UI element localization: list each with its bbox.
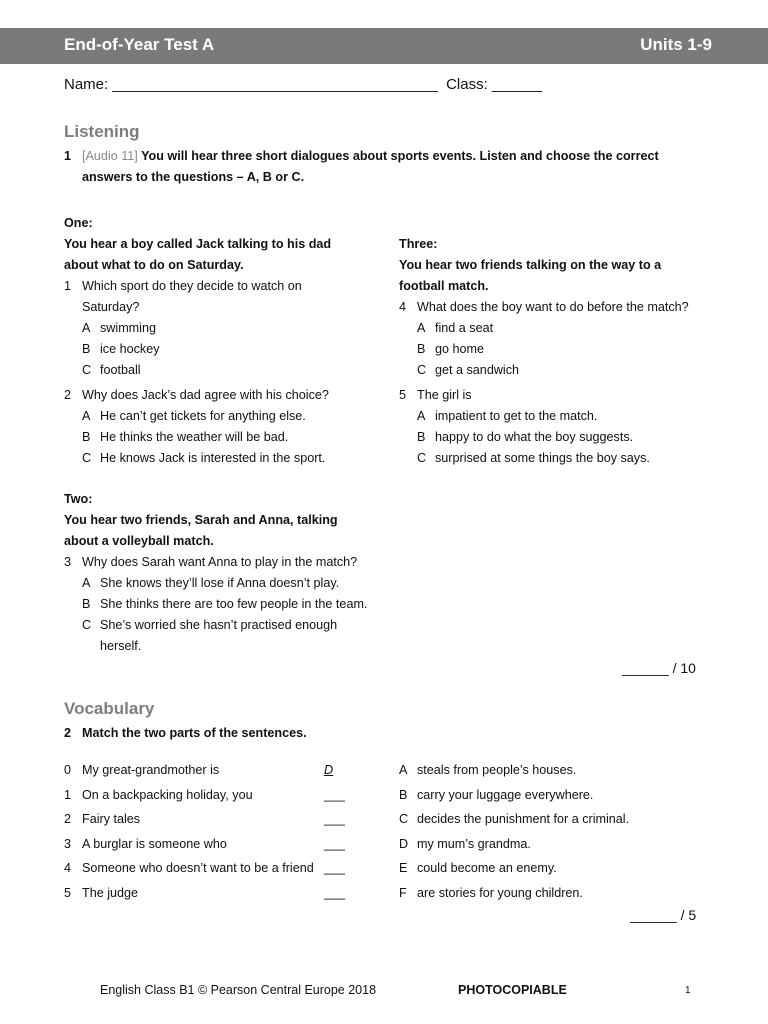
- vocab-answer-blank[interactable]: ___: [324, 836, 346, 851]
- question-1: 1 Which sport do they decide to watch on: [64, 279, 302, 293]
- q5-option-a[interactable]: A impatient to get to the match.: [417, 409, 598, 423]
- dialogue-one-intro-2: about what to do on Saturday.: [64, 258, 244, 272]
- vocab-answer-blank[interactable]: ___: [324, 885, 346, 900]
- vocab-ending: D my mum’s grandma.: [399, 836, 531, 851]
- vocab-answer-example: D: [324, 763, 334, 777]
- vocab-item: 4 Someone who doesn’t want to be a friend ___: [64, 856, 384, 881]
- dialogue-two-intro-2: about a volleyball match.: [64, 534, 214, 548]
- vocab-right-column: [399, 758, 629, 905]
- name-blank[interactable]: _______________________________________: [112, 76, 438, 93]
- dialogue-three: [399, 234, 689, 469]
- question-3: 3 Why does Sarah want Anna to play in the match?: [64, 555, 358, 569]
- units-label: Units 1-9: [640, 35, 712, 54]
- dialogue-one: [64, 213, 331, 469]
- instruction-line-2: answers to the questions – A, B or C.: [82, 170, 305, 184]
- q4-option-b[interactable]: B go home: [417, 342, 485, 356]
- vocab-answer-blank[interactable]: ___: [324, 812, 346, 826]
- q1-option-b[interactable]: B ice hockey: [82, 342, 160, 356]
- listening-section-title: Listening: [64, 122, 140, 141]
- footer-copyright: English Class B1 © Pearson Central Europe 2018: [100, 983, 377, 997]
- q3-option-a[interactable]: A She knows they’ll lose if Anna doesn’t play.: [82, 576, 340, 590]
- vocab-ending: B carry your luggage everywhere.: [399, 787, 594, 802]
- q1-option-c[interactable]: C football: [82, 363, 141, 377]
- page-number: 1: [685, 985, 691, 996]
- q3-option-b[interactable]: B She thinks there are too few people in the team.: [82, 597, 368, 611]
- dialogue-two-intro-1: You hear two friends, Sarah and Anna, talking: [64, 513, 338, 527]
- vocab-left-column: [64, 758, 384, 905]
- q2-option-c[interactable]: C He knows Jack is interested in the sport.: [82, 451, 326, 465]
- q5-option-b[interactable]: B happy to do what the boy suggests.: [417, 430, 634, 444]
- vocab-item: 2 Fairy tales ___: [64, 807, 384, 832]
- vocabulary-section-title: Vocabulary: [64, 699, 155, 718]
- q5-option-c[interactable]: C surprised at some things the boy says.: [417, 451, 650, 465]
- vocab-ending: E could become an enemy.: [399, 861, 557, 875]
- question-4: 4 What does the boy want to do before the match?: [399, 300, 689, 314]
- vocab-item: 3 A burglar is someone who ___: [64, 832, 384, 857]
- q1-option-a[interactable]: A swimming: [82, 321, 156, 335]
- header-bar: [0, 28, 768, 64]
- instruction-line-1: You will hear three short dialogues about sports events. Listen and choose the correct: [141, 149, 659, 163]
- footer-photocopiable: PHOTOCOPIABLE: [458, 983, 567, 997]
- dialogue-three-intro-2: football match.: [399, 279, 489, 293]
- vocab-ending: A steals from people’s houses.: [399, 763, 577, 777]
- vocab-item: 1 On a backpacking holiday, you ___: [64, 783, 384, 808]
- q2-option-a[interactable]: A He can’t get tickets for anything else.: [82, 409, 306, 423]
- class-label: Class:: [446, 76, 488, 93]
- vocab-ending: F are stories for young children.: [399, 885, 583, 900]
- dialogue-three-intro-1: You hear two friends talking on the way to a: [399, 258, 662, 272]
- q3-option-c[interactable]: C She’s worried she hasn’t practised enough: [82, 618, 338, 632]
- question-5: 5 The girl is: [399, 388, 472, 402]
- dialogue-two: [64, 489, 367, 657]
- vocab-answer-blank[interactable]: ___: [324, 787, 346, 802]
- q4-option-a[interactable]: A find a seat: [417, 321, 494, 335]
- vocab-item: 0 My great-grandmother is D: [64, 758, 384, 783]
- name-class-line: [64, 76, 542, 93]
- question-2: 2 Why does Jack’s dad agree with his choice?: [64, 388, 329, 402]
- question-1-line-2: Saturday?: [82, 300, 140, 314]
- task-number: 1: [64, 149, 72, 163]
- listening-instruction: [64, 146, 659, 167]
- dialogue-two-label: Two:: [64, 492, 93, 506]
- class-blank[interactable]: ______: [491, 76, 542, 93]
- vocab-answer-blank[interactable]: ___: [324, 861, 346, 875]
- dialogue-one-label: One:: [64, 216, 93, 230]
- listening-score[interactable]: ______ / 10: [622, 660, 696, 676]
- name-label: Name:: [64, 76, 109, 93]
- q2-option-b[interactable]: B He thinks the weather will be bad.: [82, 430, 289, 444]
- audio-tag: [Audio 11]: [82, 149, 138, 163]
- dialogue-three-label: Three:: [399, 237, 438, 251]
- q3-option-c-line-2: herself.: [100, 639, 142, 653]
- vocabulary-instruction: 2 Match the two parts of the sentences.: [64, 726, 307, 740]
- vocabulary-score[interactable]: ______ / 5: [630, 907, 697, 923]
- vocab-item: 5 The judge ___: [64, 881, 384, 906]
- test-title: End-of-Year Test A: [64, 35, 215, 54]
- dialogue-one-intro-1: You hear a boy called Jack talking to his dad: [64, 237, 332, 251]
- vocab-ending: C decides the punishment for a criminal.: [399, 812, 630, 826]
- q4-option-c[interactable]: C get a sandwich: [417, 363, 520, 377]
